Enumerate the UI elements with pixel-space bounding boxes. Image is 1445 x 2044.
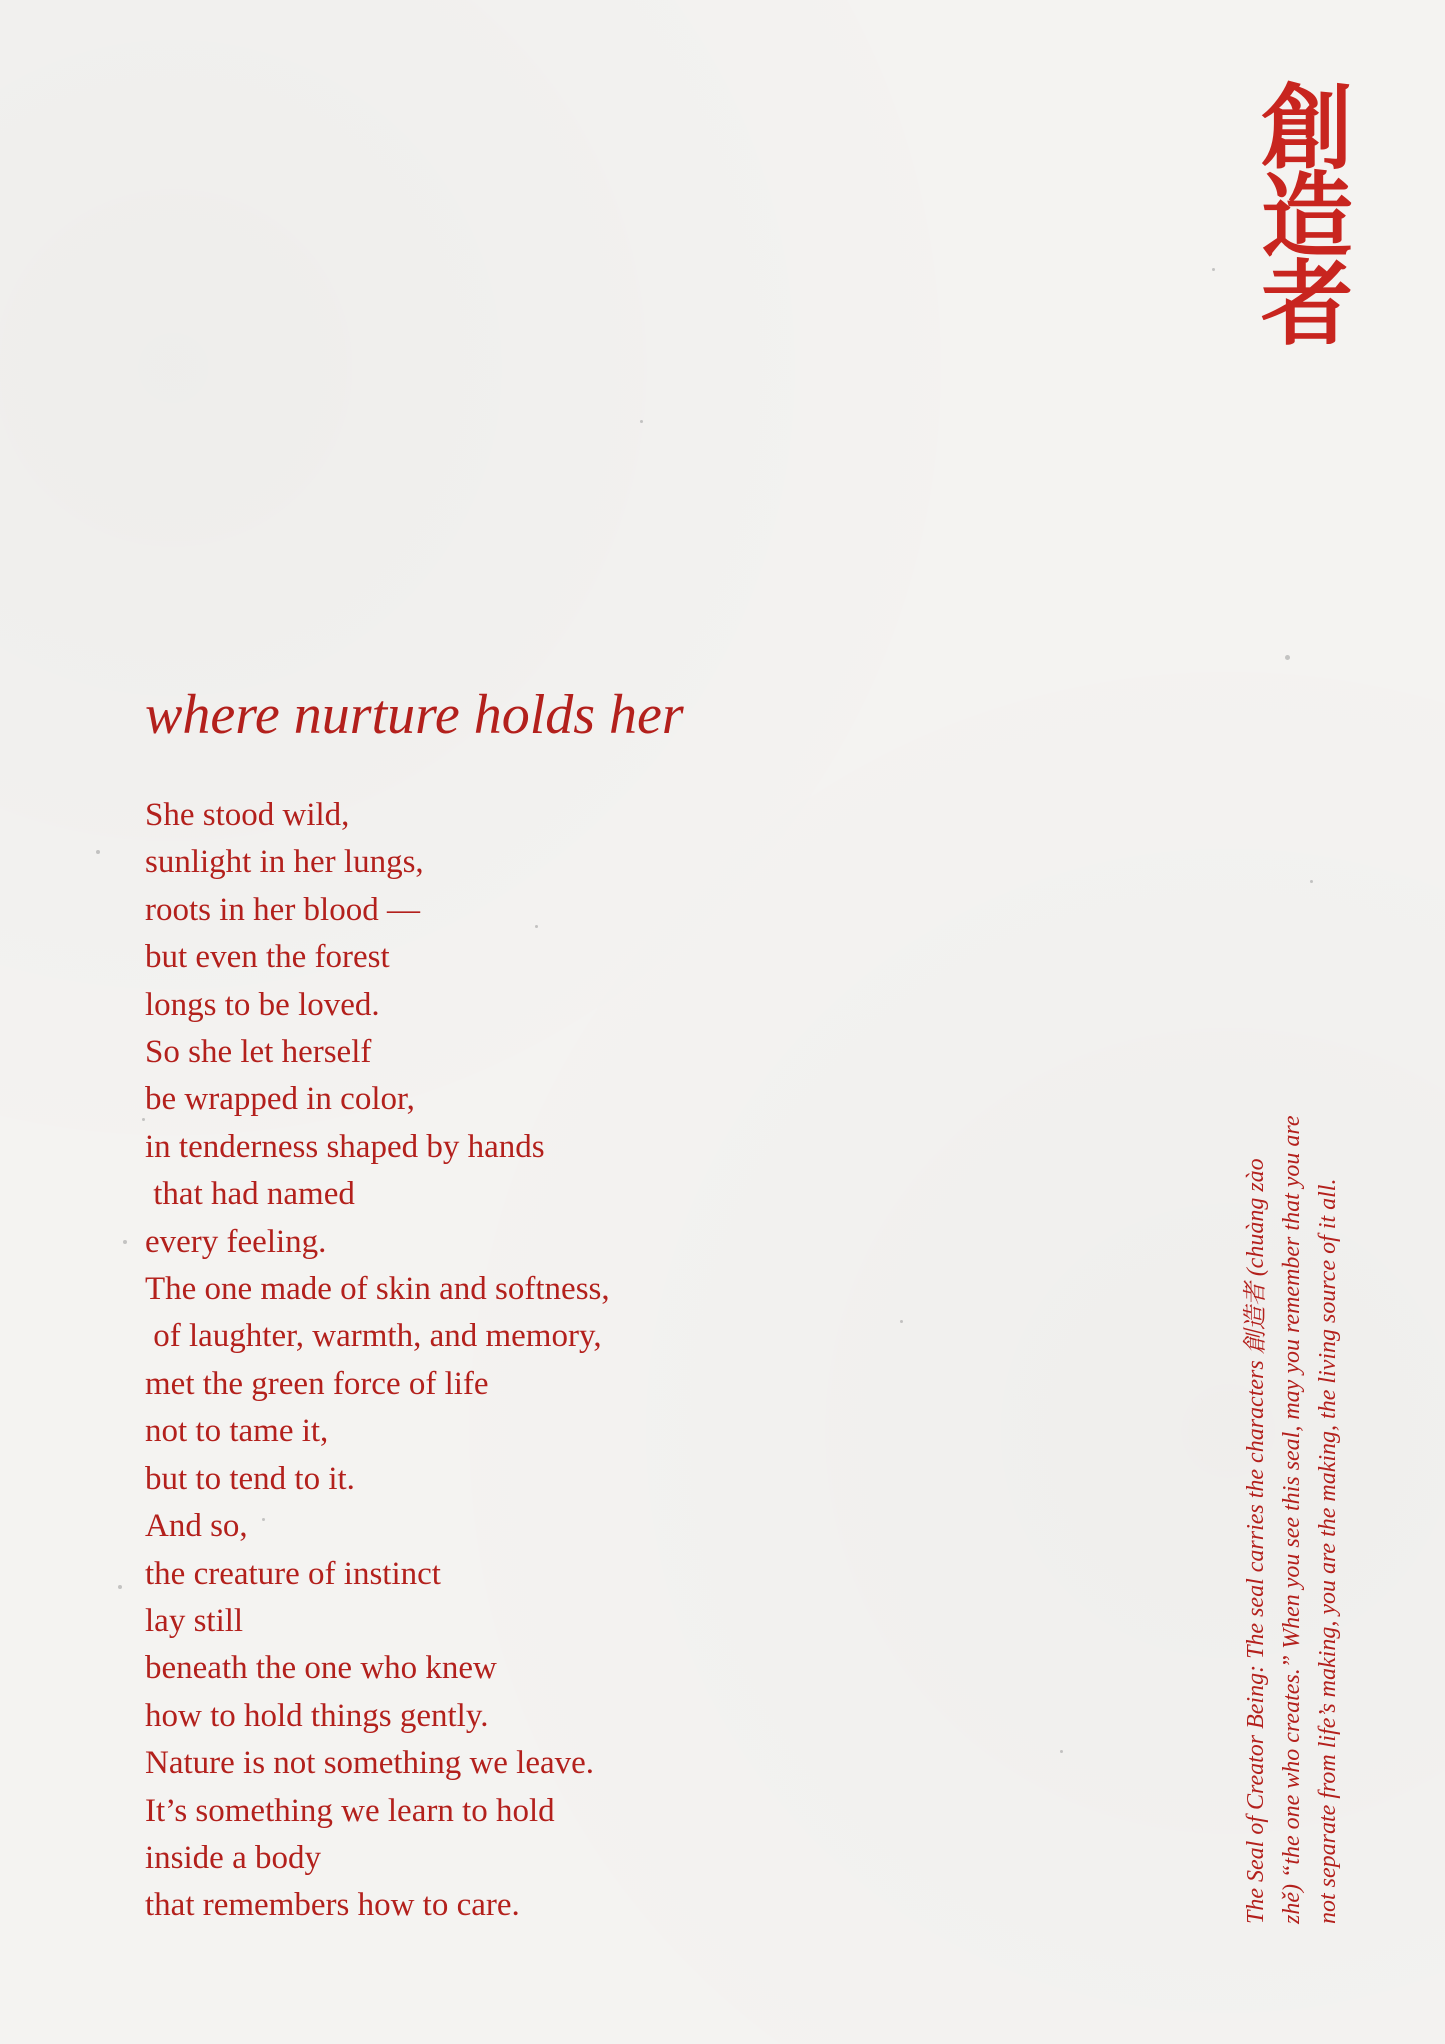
paper-speck (1060, 1750, 1063, 1753)
poem-title: where nurture holds her (145, 684, 684, 746)
paper-speck (96, 850, 100, 854)
poem-line: in tenderness shaped by hands (145, 1128, 545, 1165)
poem-line: So she let herself (145, 1034, 372, 1071)
poem-body (145, 792, 845, 1930)
paper-speck (118, 1585, 122, 1589)
poem-line: And so, (145, 1508, 248, 1545)
poem-line: She stood wild, (145, 797, 350, 833)
seal-character: 者 (1260, 250, 1353, 358)
seal-note (1238, 924, 1346, 1924)
poem-line: inside a body (145, 1839, 321, 1876)
seal-note-line: zhě) “the one who creates.” When you see this seal, may you remember that you are (1279, 1115, 1305, 1924)
poem-line: lay still (145, 1602, 244, 1639)
poem-line: met the green force of life (145, 1365, 489, 1402)
poem-line: not to tame it, (145, 1413, 329, 1450)
paper-speck (123, 1240, 127, 1244)
poem-line: but even the forest (145, 939, 390, 976)
poem-line: It’s something we learn to hold (145, 1792, 555, 1829)
poem-line: beneath the one who knew (145, 1650, 497, 1687)
poem-line: of laughter, warmth, and memory, (145, 1318, 602, 1355)
poem-line: the creature of instinct (145, 1555, 441, 1592)
seal-character: 造 (1260, 162, 1353, 270)
poem-line: Nature is not something we leave. (145, 1745, 595, 1782)
paper-speck (1310, 880, 1313, 883)
poem-line: longs to be loved. (145, 986, 380, 1023)
creator-seal (1252, 74, 1362, 358)
paper-speck (900, 1320, 903, 1323)
poem-line: that had named (145, 1176, 355, 1213)
poem-line: roots in her blood — (145, 891, 420, 928)
poem-line: be wrapped in color, (145, 1081, 415, 1118)
poem-line: but to tend to it. (145, 1460, 355, 1497)
poem-line: sunlight in her lungs, (145, 844, 424, 881)
paper-speck (1285, 655, 1290, 660)
paper-speck (1212, 268, 1215, 271)
poem-line: every feeling. (145, 1223, 327, 1260)
seal-note-line: The Seal of Creator Being: The seal carries the characters 創造者 (chuàng zào (1243, 1158, 1269, 1924)
seal-character: 創 (1260, 74, 1353, 182)
paper-speck (640, 420, 643, 423)
poem-line: how to hold things gently. (145, 1697, 489, 1734)
poem-line: The one made of skin and softness, (145, 1271, 610, 1308)
seal-note-line: not separate from life’s making, you are the making, the living source of it all. (1315, 1178, 1341, 1924)
poem-line: that remembers how to care. (145, 1887, 520, 1924)
